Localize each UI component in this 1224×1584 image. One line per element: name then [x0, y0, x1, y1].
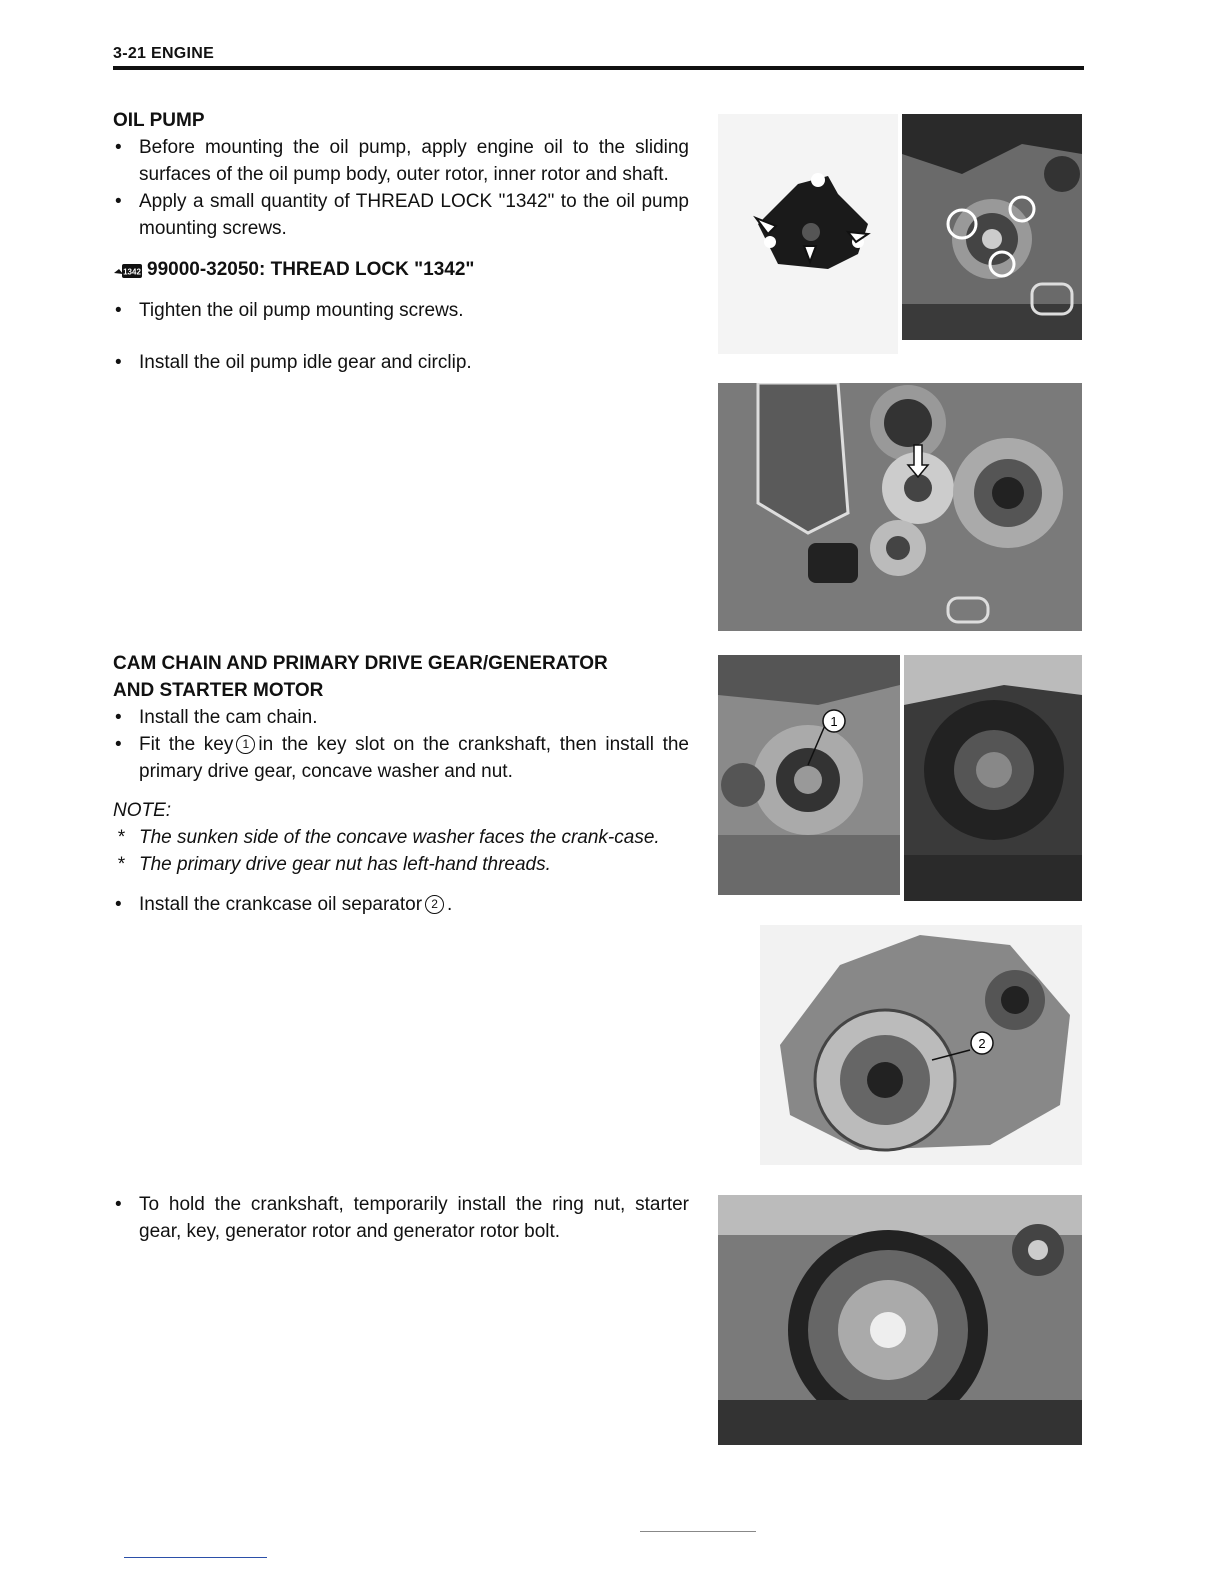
primary-drive-gear-photo — [904, 655, 1082, 901]
oil-separator-photo — [760, 925, 1082, 1165]
separator-text-pre: Install the crankcase oil separator — [139, 894, 423, 915]
key-callout-label: 1 — [830, 714, 838, 729]
note-concave-washer: * The sunken side of the concave washer faces the crank-case. — [113, 824, 689, 851]
key-text-post: in the key slot on the crankshaft, then install the primary drive gear, concave washer and nut. — [139, 734, 689, 782]
oil-pump-bullet-lubricate: • Before mounting the oil pump, apply engine oil to the sliding surfaces of the oil pump body, outer rotor, inner rotor and shaft. — [113, 134, 689, 188]
page-header-title: 3-21 ENGINE — [113, 45, 215, 62]
separator-ref-marker: 2 — [425, 895, 444, 914]
crank-hold-bullet: • To hold the crankshaft, temporarily install the ring nut, starter gear, key, generator rotor and generator rotor bolt. — [113, 1191, 689, 1245]
footer-rule-right — [640, 1531, 756, 1532]
cam-chain-section — [113, 650, 689, 918]
generator-rotor-photo — [718, 1195, 1082, 1445]
oil-pump-heading: OIL PUMP — [113, 110, 205, 131]
separator-callout-label: 2 — [978, 1036, 986, 1051]
key-ref-marker: 1 — [236, 735, 255, 754]
thread-lock-icon — [113, 261, 143, 279]
crankshaft-key-photo — [718, 655, 900, 895]
svg-text:1342: 1342 — [123, 267, 141, 276]
oil-pump-bullet-idle-gear: • Install the oil pump idle gear and circlip. — [113, 349, 689, 376]
key-text-pre: Fit the key — [139, 734, 234, 755]
cam-chain-bullet-install: • Install the cam chain. — [113, 704, 689, 731]
oil-pump-installed-photo — [902, 114, 1082, 340]
oil-pump-bullet-thread-lock: • Apply a small quantity of THREAD LOCK "1342" to the oil pump mounting screws. — [113, 188, 689, 242]
cam-chain-heading-line1: CAM CHAIN AND PRIMARY DRIVE GEAR/GENERATOR — [113, 653, 608, 674]
separator-text-post: . — [447, 894, 453, 915]
oil-pump-bullet-tighten: • Tighten the oil pump mounting screws. — [113, 297, 689, 324]
note-left-hand-threads: * The primary drive gear nut has left-hand threads. — [113, 851, 689, 878]
note-label: NOTE: — [113, 800, 172, 821]
idle-gear-photo — [718, 383, 1082, 631]
cam-chain-heading-line2: AND STARTER MOTOR — [113, 680, 324, 701]
thread-lock-spec — [113, 256, 689, 283]
cam-chain-bullet-separator — [113, 891, 689, 918]
page-header — [113, 44, 1084, 70]
thread-lock-text: 99000-32050: THREAD LOCK "1342" — [147, 259, 475, 280]
cam-chain-bullet-key — [113, 731, 689, 785]
footer-rule-left — [124, 1557, 267, 1558]
oil-pump-section — [113, 107, 689, 376]
oil-pump-part-photo — [718, 114, 898, 354]
crank-hold-section — [113, 1191, 689, 1245]
